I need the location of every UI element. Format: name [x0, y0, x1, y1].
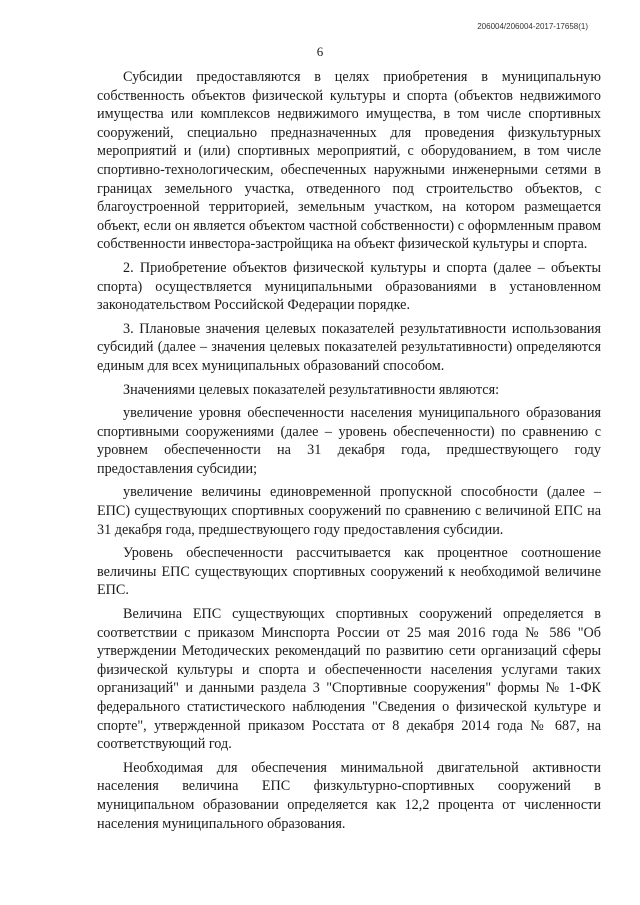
page-number: 6 [316, 44, 324, 59]
paragraph-provision-calculation: Уровень обеспеченности рассчитывается как процентное соотношение величины ЕПС существующих спортивных сооружений к необходимой величине ЕПС. [97, 545, 601, 599]
paragraph-item-2: 2. Приобретение объектов физической культуры и спорта (далее – объекты спорта) осуществляется муниципальными образованиями в установленном законодательством Российской Федерации порядке. [97, 259, 601, 314]
document-body [97, 68, 601, 838]
paragraph-indicator-provision-level: увеличение уровня обеспеченности населения муниципального образования спортивными сооружениями (далее – уровень обеспеченности) по сравнению с уровнем обеспеченности на 31 декабря года, предшествующего году предоставления субсидии; [97, 405, 601, 477]
document-code: 206004/206004-2017-17658(1) [477, 22, 588, 31]
paragraph-required-eps: Необходимая для обеспечения минимальной двигательной активности населения величина ЕПС физкультурно-спортивных сооружений в муниципальном образовании определяется как 12,2 процента от численности населения муниципального образования. [97, 759, 601, 832]
paragraph-indicator-eps: увеличение величины единовременной пропускной способности (далее – ЕПС) существующих спортивных сооружений по сравнению с величиной ЕПС на 31 декабря года, предшествующего году предоставления субсидии. [97, 484, 601, 538]
paragraph-eps-definition: Величина ЕПС существующих спортивных сооружений определяется в соответствии с приказом Минспорта России от 25 мая 2016 года № 586 "Об утверждении Методических рекомендаций по развитию сети организаций сферы физической культуры и спорта и обеспеченности населения услугами таких организаций" и данными раздела 3 "Спортивные сооружения" формы № 1-ФК федерального статистического наблюдения "Сведения о физической культуре и спорте", утвержденной приказом Росстата от 8 декабря 2014 года № 687, на соответствующий год. [97, 606, 601, 753]
paragraph-item-3: 3. Плановые значения целевых показателей результативности использования субсидий (далее – значения целевых показателей результативности) определяются единым для всех муниципальных образований способом. [97, 320, 601, 374]
paragraph-subsidy-purpose: Субсидии предоставляются в целях приобретения в муниципальную собственность объектов физической культуры и спорта (объектов недвижимого имущества или комплексов недвижимого имущества, в том числе спортивных сооружений, специально предназначенных для проведения физкультурных мероприятий и (или) спортивных мероприятий, с оборудованием, в том числе спортивно-технологическим, обеспеченных наружными инженерными сетями в границах земельного участка, отведенного под строительство объектов, с благоустроенной территорией, земельным участком, на котором размещается объект, если он является объектом частной собственности) с оформленным правом собственности инвестора-застройщика на объект физической культуры и спорта. [97, 69, 601, 253]
paragraph-indicators-intro: Значениями целевых показателей результативности являются: [123, 381, 500, 398]
